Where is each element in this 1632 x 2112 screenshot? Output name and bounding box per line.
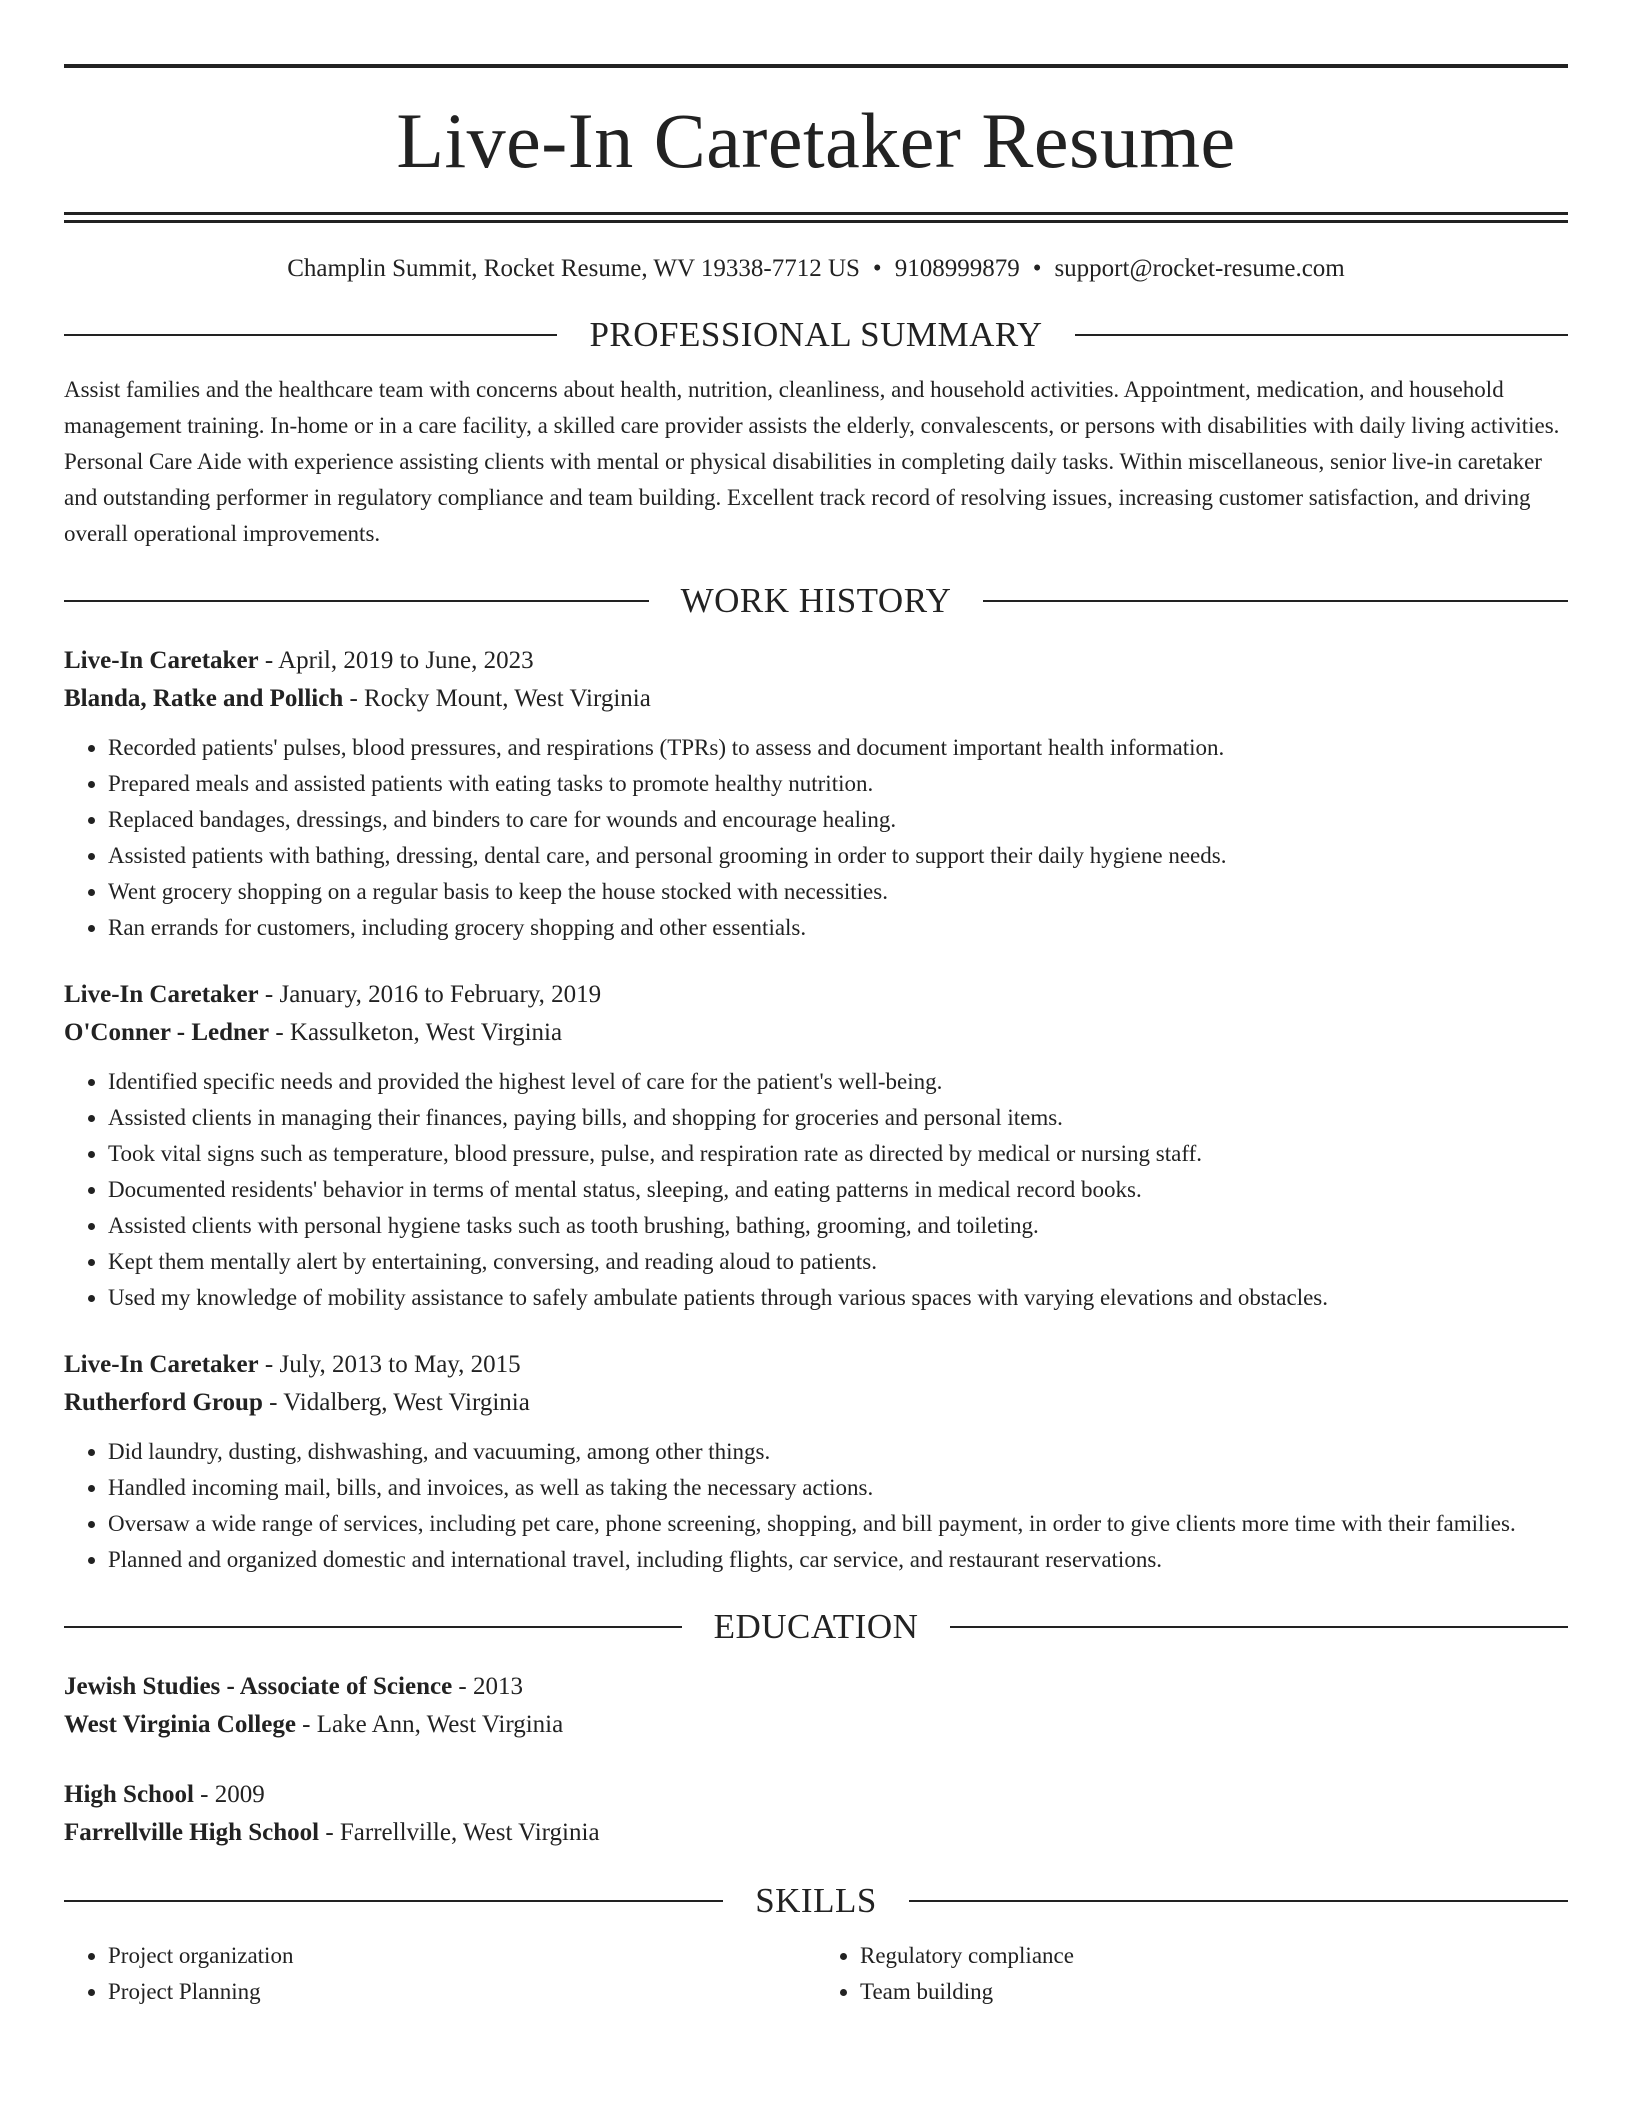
list-item: • Assisted clients in managing their finances, paying bills, and shopping for groceries and personal items. bbox=[108, 1100, 1568, 1136]
job-bullet-list bbox=[64, 1434, 1568, 1578]
list-item: • Recorded patients' pulses, blood pressures, and respirations (TPRs) to assess and document important health information. bbox=[108, 730, 1568, 766]
job-company-line bbox=[64, 1384, 1568, 1422]
list-item: • Replaced bandages, dressings, and binders to care for wounds and encourage healing. bbox=[108, 802, 1568, 838]
job-title-line bbox=[64, 1346, 1568, 1384]
resume-page bbox=[64, 64, 1568, 2010]
list-item: • Documented residents' behavior in terms of mental status, sleeping, and eating patterns in medical record books. bbox=[108, 1172, 1568, 1208]
job-entry bbox=[64, 976, 1568, 1316]
job-title-line bbox=[64, 642, 1568, 680]
section-heading-education bbox=[64, 1606, 1568, 1648]
job-title: Live-In Caretaker bbox=[64, 980, 259, 1008]
contact-separator: • bbox=[872, 255, 882, 282]
section-title: WORK HISTORY bbox=[680, 580, 952, 620]
degree-year: - 2009 bbox=[193, 1780, 265, 1808]
divider-line bbox=[64, 1626, 682, 1628]
summary-paragraph: Assist families and the healthcare team with concerns about health, nutrition, cleanliness, and household activities. Appointment, medication, and household management training. In-home or in a care facility, a skilled care provider assists the elderly, convalescents, or persons with disabilities with daily living activities. Personal Care Aide with experience assisting clients with mental or physical disabilities in completing daily tasks. Within miscellaneous, senior live-in caretaker and outstanding performer in regulatory compliance and team building. Excellent track record of resolving issues, increasing customer satisfaction, and driving overall operational improvements. bbox=[64, 376, 1560, 546]
section-title: EDUCATION bbox=[713, 1606, 919, 1646]
job-location: - Rocky Mount, West Virginia bbox=[343, 684, 651, 712]
contact-line bbox=[64, 253, 1568, 286]
school: Farrellville High School bbox=[64, 1818, 320, 1846]
list-item: • Went grocery shopping on a regular basis to keep the house stocked with necessities. bbox=[108, 874, 1568, 910]
job-location: - Kassulketon, West Virginia bbox=[269, 1018, 563, 1046]
section-heading-work-history bbox=[64, 580, 1568, 622]
skills-column-right bbox=[816, 1938, 1568, 2010]
list-item: • Kept them mentally alert by entertaining, conversing, and reading aloud to patients. bbox=[108, 1244, 1568, 1280]
list-item: • Ran errands for customers, including grocery shopping and other essentials. bbox=[108, 910, 1568, 946]
divider-line bbox=[64, 334, 557, 336]
divider-line bbox=[64, 1900, 723, 1902]
job-dates: - January, 2016 to February, 2019 bbox=[258, 980, 602, 1008]
job-entry bbox=[64, 642, 1568, 946]
skills-column-left bbox=[64, 1938, 816, 2010]
list-item: • Identified specific needs and provided the highest level of care for the patient's well-being. bbox=[108, 1064, 1568, 1100]
list-item: • Handled incoming mail, bills, and invoices, as well as taking the necessary actions. bbox=[108, 1470, 1568, 1506]
list-item: • Did laundry, dusting, dishwashing, and vacuuming, among other things. bbox=[108, 1434, 1568, 1470]
list-item: • Assisted clients with personal hygiene tasks such as tooth brushing, bathing, grooming, and toileting. bbox=[108, 1208, 1568, 1244]
list-item: • Assisted patients with bathing, dressing, dental care, and personal grooming in order to support their daily hygiene needs. bbox=[108, 838, 1568, 874]
divider-line bbox=[1075, 334, 1568, 336]
divider-line bbox=[950, 1626, 1568, 1628]
section-heading-summary bbox=[64, 314, 1568, 356]
job-dates: - July, 2013 to May, 2015 bbox=[258, 1350, 521, 1378]
degree: Jewish Studies - Associate of Science bbox=[64, 1672, 453, 1700]
school-line bbox=[64, 1814, 1568, 1852]
list-item: • Oversaw a wide range of services, including pet care, phone screening, shopping, and bill payment, in order to give clients more time with their families. bbox=[108, 1506, 1568, 1542]
section-title: SKILLS bbox=[755, 1880, 877, 1920]
job-dates: - April, 2019 to June, 2023 bbox=[258, 646, 534, 674]
degree-line bbox=[64, 1668, 1568, 1706]
list-item: • Prepared meals and assisted patients with eating tasks to promote healthy nutrition. bbox=[108, 766, 1568, 802]
list-item: • Used my knowledge of mobility assistance to safely ambulate patients through various spaces with varying elevations and obstacles. bbox=[108, 1280, 1568, 1316]
education-entry bbox=[64, 1776, 1568, 1852]
job-title: Live-In Caretaker bbox=[64, 1350, 259, 1378]
school-location: - Lake Ann, West Virginia bbox=[295, 1710, 564, 1738]
job-title: Live-In Caretaker bbox=[64, 646, 259, 674]
degree-line bbox=[64, 1776, 1568, 1814]
divider-line bbox=[64, 600, 649, 602]
school: West Virginia College bbox=[64, 1710, 296, 1738]
job-company: Rutherford Group bbox=[64, 1388, 263, 1416]
job-company: O'Conner - Ledner bbox=[64, 1018, 270, 1046]
job-bullet-list bbox=[64, 730, 1568, 946]
section-title: PROFESSIONAL SUMMARY bbox=[589, 314, 1043, 354]
skill-item: • Project Planning bbox=[108, 1974, 816, 2010]
skill-item: • Regulatory compliance bbox=[860, 1938, 1568, 1974]
school-line bbox=[64, 1706, 1568, 1744]
job-entry bbox=[64, 1346, 1568, 1578]
school-location: - Farrellville, West Virginia bbox=[319, 1818, 600, 1846]
skill-item: • Project organization bbox=[108, 1938, 816, 1974]
contact-phone: 9108999879 bbox=[894, 255, 1020, 282]
contact-email: support@rocket-resume.com bbox=[1054, 255, 1345, 282]
job-company-line bbox=[64, 1014, 1568, 1052]
skills-list bbox=[64, 1938, 1568, 2010]
contact-separator: • bbox=[1032, 255, 1042, 282]
top-rule bbox=[64, 64, 1568, 68]
list-item: • Took vital signs such as temperature, blood pressure, pulse, and respiration rate as directed by medical or nursing staff. bbox=[108, 1136, 1568, 1172]
page-title: Live-In Caretaker Resume bbox=[396, 97, 1236, 184]
divider-line bbox=[983, 600, 1568, 602]
education-entry bbox=[64, 1668, 1568, 1744]
contact-address: Champlin Summit, Rocket Resume, WV 19338-7712 US bbox=[287, 255, 860, 282]
list-item: • Planned and organized domestic and international travel, including flights, car service, and restaurant reservations. bbox=[108, 1542, 1568, 1578]
degree: High School bbox=[64, 1780, 194, 1808]
job-location: - Vidalberg, West Virginia bbox=[262, 1388, 530, 1416]
divider-line bbox=[909, 1900, 1568, 1902]
degree-year: - 2013 bbox=[452, 1672, 523, 1700]
job-title-line bbox=[64, 976, 1568, 1014]
job-company: Blanda, Ratke and Pollich bbox=[64, 684, 344, 712]
job-company-line bbox=[64, 680, 1568, 718]
skill-item: • Team building bbox=[860, 1974, 1568, 2010]
section-heading-skills bbox=[64, 1880, 1568, 1922]
job-bullet-list bbox=[64, 1064, 1568, 1316]
title-double-rule bbox=[64, 212, 1568, 223]
